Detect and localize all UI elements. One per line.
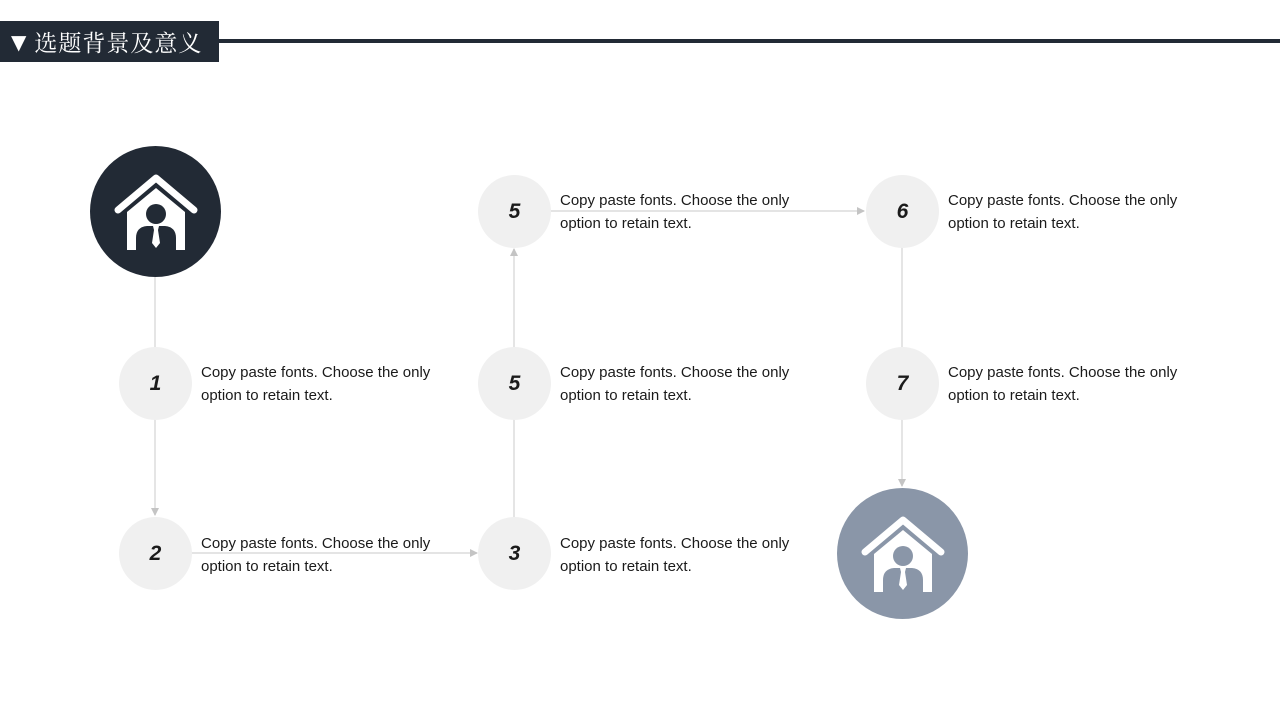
step-node-5-middle: 5 — [478, 347, 551, 420]
step-node-1: 1 — [119, 347, 192, 420]
step-text-6: Copy paste fonts. Choose the only option to retain text. — [948, 192, 1178, 232]
step-text-7: Copy paste fonts. Choose the only option to retain text. — [948, 364, 1178, 404]
step-node-7: 7 — [866, 347, 939, 420]
start-house-icon — [90, 146, 221, 277]
step-node-6: 6 — [866, 175, 939, 248]
step-text-3: Copy paste fonts. Choose the only option to retain text. — [560, 535, 790, 575]
page-title: 选题背景及意义 — [34, 31, 203, 57]
house-person-icon — [861, 514, 945, 594]
house-person-icon — [114, 172, 198, 252]
end-house-icon — [837, 488, 968, 619]
step-text-5-top: Copy paste fonts. Choose the only option to retain text. — [560, 192, 790, 232]
step-text-1: Copy paste fonts. Choose the only option to retain text. — [201, 364, 431, 404]
step-node-3: 3 — [478, 517, 551, 590]
step-text-5-middle: Copy paste fonts. Choose the only option to retain text. — [560, 364, 790, 404]
triangle-down-icon: ▼ — [11, 29, 27, 54]
step-node-2: 2 — [119, 517, 192, 590]
step-text-2: Copy paste fonts. Choose the only option to retain text. — [201, 535, 431, 575]
step-node-5-top: 5 — [478, 175, 551, 248]
